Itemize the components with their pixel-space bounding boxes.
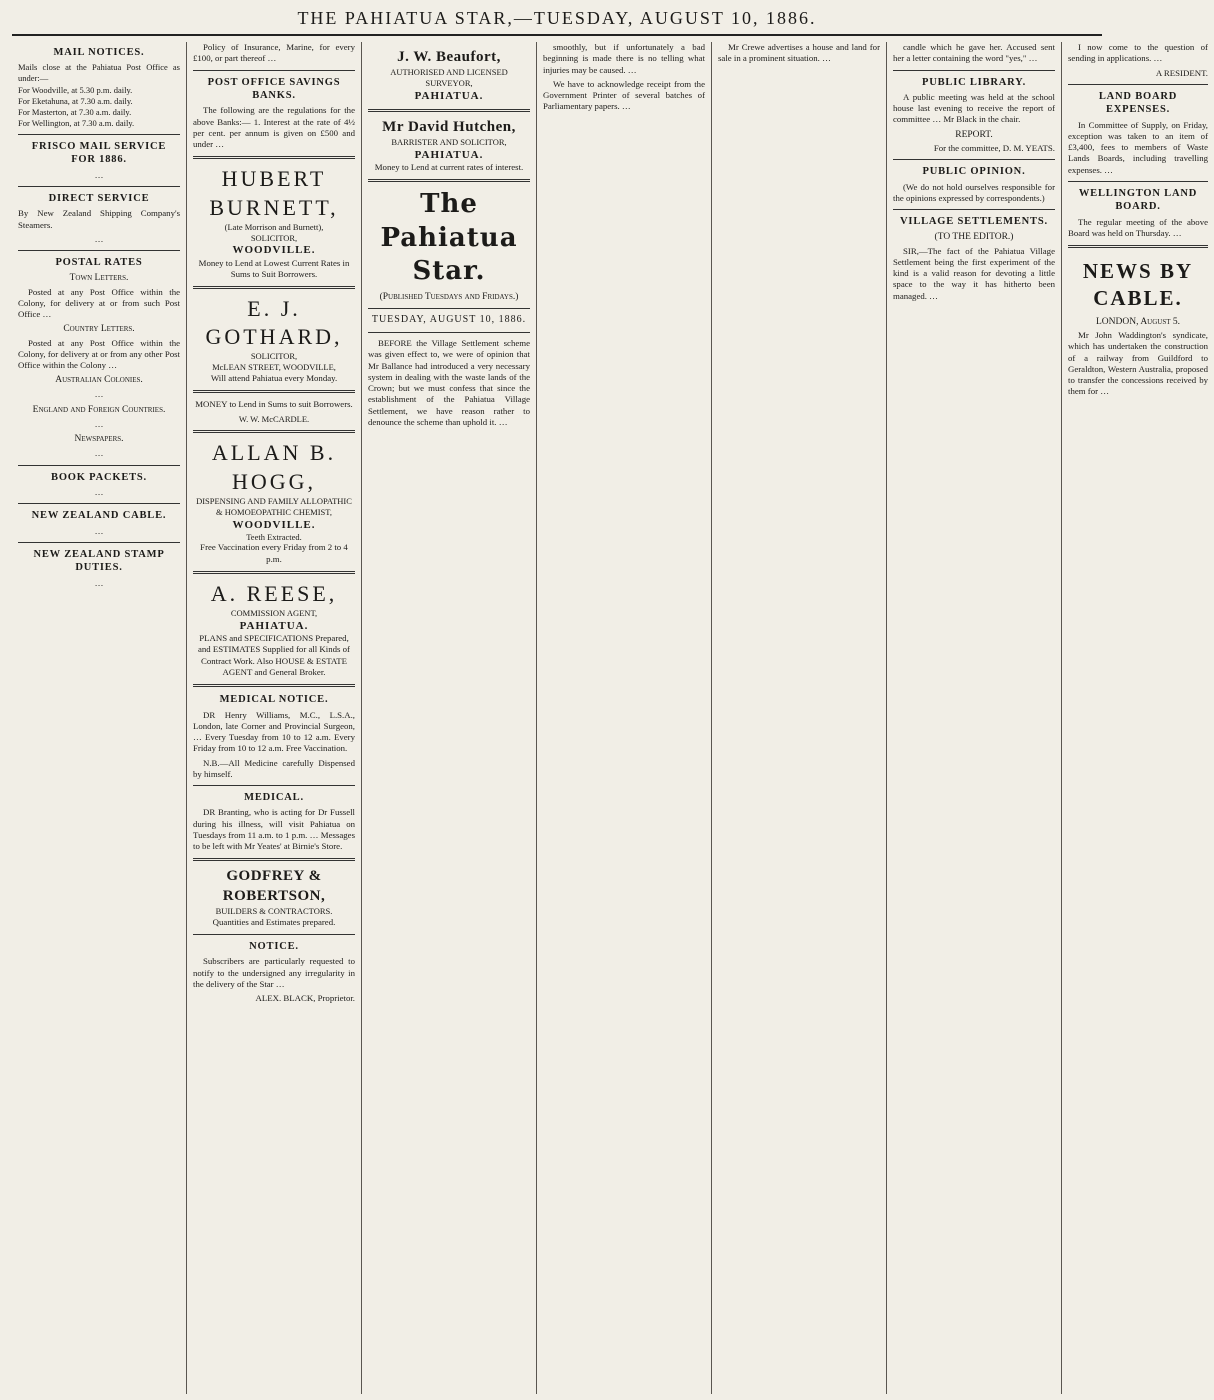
direct-service-line: By New Zealand Shipping Company's Steamers. [18,208,180,230]
hogg-role: DISPENSING AND FAMILY ALLOPATHIC & HOMOEOPATHIC CHEMIST, [196,495,352,517]
leader-text: BEFORE the Village Settlement scheme was given effect to, we were of opinion that Mr Ballance had introduced a very necessary system in dealing with the waste lands of the Crown; but we must confess that since the establishment of the Pahiatua Village Settlement, we have reason rather to denounce the scheme than uphold it. … [368,338,530,427]
gothard-text: Will attend Pahiatua every Monday. [210,373,338,384]
elided-rates: … [94,448,104,459]
gothard-address: McLEAN STREET, WOODVILLE, [212,362,336,373]
medical-text: DR Branting, who is acting for Dr Fussell during his illness, will visit Pahiatua on Tuesdays from 11 a.m. to 1 p.m. … Messages to be left with Mr Yeates' at Birnie's Store. [193,807,355,852]
column-5 [712,42,887,1394]
paper-title: The Pahiatua Star. [380,189,518,286]
divider [18,503,180,504]
medical-notice-nb: N.B.—All Medicine carefully Dispensed by himself. [193,757,355,779]
direct-service-heading: DIRECT SERVICE [48,192,150,204]
australian-colonies-subheading: Australian Colonies. [55,375,143,386]
notice-text: Subscribers are particularly requested to notify to the undersigned any irregularity in the delivery of the Star … [193,956,355,989]
hutchen-name: Mr David Hutchen, [382,119,516,136]
burnett-advert [193,165,355,280]
savings-banks-text: The following are the regulations for the above Banks:— 1. Interest at the rate of 4½ per cent. per annum is given on £500 and under … [193,105,355,150]
hogg-advert [193,439,355,565]
country-letters-text: Posted at any Post Office within the Colony, for delivery at or from any other Post Office within the Colony … [18,337,180,371]
hogg-vaccination: Free Vaccination every Friday from 2 to 4 p.m. [200,542,348,564]
wellington-land-board-heading: WELLINGTON LAND BOARD. [1078,187,1198,213]
reese-role: COMMISSION AGENT, [230,608,318,619]
hogg-name: ALLAN B. HOGG, [211,440,337,494]
divider [193,286,355,289]
stamp-duties-heading: NEW ZEALAND STAMP DUTIES. [33,548,165,574]
gothard-name: E. J. GOTHARD, [205,296,343,350]
column-6 [887,42,1062,1394]
mail-line: For Eketahuna, at 7.30 a.m. daily. [18,95,133,106]
gothard-role: SOLICITOR, [250,351,298,362]
village-settlements-sub: (TO THE EDITOR.) [934,232,1014,243]
divider [18,134,180,135]
divider [1068,84,1208,85]
letter-signature: A RESIDENT. [1155,67,1208,78]
column-4-lead: smoothly, but if unfortunately a bad beginning is made there is no telling what injuries may be caused. … [543,42,705,75]
elided-rates: … [94,389,104,400]
column-5-lead: Mr Crewe advertises a house and land for sale in a prominent situation. … [718,42,880,64]
divider [368,308,530,309]
burnett-name: HUBERT BURNETT, [209,166,339,220]
column-2 [187,42,362,1394]
burnett-text: Money to Lend at Lowest Current Rates in Sums to Suit Borrowers. [198,257,350,279]
hogg-teeth: Teeth Extracted. [246,531,302,542]
columns [12,42,1208,1394]
divider [193,684,355,687]
england-foreign-subheading: England and Foreign Countries. [32,404,166,415]
divider [18,186,180,187]
divider [193,70,355,71]
cable-dateline: LONDON, August 5. [1095,317,1181,327]
beaufort-role: AUTHORISED AND LICENSED SURVEYOR, [390,67,508,89]
elided-sailing-dates: … [94,233,104,244]
leader-dateline: TUESDAY, AUGUST 10, 1886. [371,314,527,326]
beaufort-name: J. W. Beaufort, [397,49,501,65]
mail-notices-heading: MAIL NOTICES. [53,47,145,58]
divider [193,156,355,159]
village-settlements-heading: VILLAGE SETTLEMENTS. [900,216,1048,228]
public-opinion-heading: PUBLIC OPINION. [922,166,1026,178]
land-board-expenses-text: In Committee of Supply, on Friday, exception was taken to an item of £3,400, fees to members of Waste Lands Boards, including travelling expenses. … [1068,119,1208,175]
divider [193,934,355,935]
beaufort-advert [368,48,530,103]
godfrey-role: BUILDERS & CONTRACTORS. [215,905,333,916]
elided-stamp-table: … [94,577,104,588]
elided-frisco-table: … [94,169,104,180]
nz-cable-heading: NEW ZEALAND CABLE. [31,510,167,522]
hogg-town: WOODVILLE. [232,518,316,531]
hutchen-advert [368,118,530,173]
divider [368,179,530,182]
burnett-sub: (Late Morrison and Burnett), [224,221,324,232]
divider [193,858,355,861]
paper-subtitle: (Published Tuesdays and Fridays.) [379,292,519,303]
mail-notices-list [18,62,180,128]
public-opinion-text: (We do not hold ourselves responsible for the opinions expressed by correspondents.) [893,181,1055,203]
savings-banks-heading: POST OFFICE SAVINGS BANKS. [207,76,341,101]
reese-town: PAHIATUA. [239,620,309,632]
mail-line: Mails close at the Pahiatua Post Office as under:— [18,62,180,84]
mail-line: For Woodville, at 5.30 p.m. daily. [18,84,133,95]
column-7-lead: I now come to the question of sending in applications. … [1068,42,1208,64]
medical-notice-heading: MEDICAL NOTICE. [219,694,329,706]
burnett-town: WOODVILLE. [232,244,316,257]
land-board-expenses-heading: LAND BOARD EXPENSES. [1098,90,1178,116]
column-6-lead: candle which he gave her. Accused sent her a letter containing the word "yes," … [893,42,1055,64]
divider [193,785,355,786]
divider [368,332,530,333]
divider [893,70,1055,71]
mccardle-text: MONEY to Lend in Sums to suit Borrowers. [195,399,353,410]
divider [18,542,180,543]
medical-notice-text: DR Henry Williams, M.C., L.S.A., London, late Corner and Provincial Surgeon, … Every Tuesday from 10 to 12 a.m. Every Friday from 10 to 12 a.m. Free Vaccination. [193,709,355,754]
town-letters-subheading: Town Letters. [69,273,129,284]
cable-text: Mr John Waddington's syndicate, which has undertaken the construction of a railway from Guildford to Geraldton, Western Australia, proposed to transfer the concessions received by them for … [1068,330,1208,397]
mail-line: For Wellington, at 7.30 a.m. daily. [18,117,135,128]
village-settlements-text: SIR,—The fact of the Pahiatua Village Settlement being the first experiment of the kind is a valid reason for devoting a little space to the way it has hitherto been managed. … [893,245,1055,301]
hutchen-text: Money to Lend at current rates of interest. [374,162,524,173]
column-1 [12,42,187,1394]
frisco-mail-heading: FRISCO MAIL SERVICE FOR 1886. [31,140,167,166]
gothard-advert [193,295,355,384]
divider [1068,181,1208,182]
divider [193,571,355,574]
elided-rates: … [94,525,104,536]
divider [18,465,180,466]
divider [893,159,1055,160]
mail-line: For Masterton, at 7.30 a.m. daily. [18,106,132,117]
divider [368,109,530,112]
godfrey-name: GODFREY & ROBERTSON, [222,868,326,904]
notice-signature: ALEX. BLACK, Proprietor. [255,993,355,1004]
town-letters-text: Posted at any Post Office within the Colony, for delivery at or from such Post Office … [18,286,180,320]
newspapers-subheading: Newspapers. [74,434,124,445]
hutchen-role: BARRISTER AND SOLICITOR, [391,137,507,148]
report-subheading: REPORT. [955,129,993,140]
divider [193,430,355,433]
masthead-title: THE PAHIATUA STAR,—TUESDAY, AUGUST 10, 1886. [297,8,817,28]
mccardle-advert [193,399,355,424]
mccardle-name: W. W. McCARDLE. [238,413,310,424]
godfrey-text: Quantities and Estimates prepared. [212,916,336,927]
wellington-land-board-text: The regular meeting of the above Board was held on Thursday. … [1068,216,1208,238]
godfrey-advert [193,867,355,928]
column-4 [537,42,712,1394]
burnett-role: SOLICITOR, [250,232,298,243]
masthead [12,8,1102,36]
reese-name: A. REESE, [210,580,338,606]
public-library-heading: PUBLIC LIBRARY. [921,76,1026,88]
elided-rates: … [94,418,104,429]
country-letters-subheading: Country Letters. [63,324,135,335]
book-packets-heading: BOOK PACKETS. [51,471,147,483]
reese-text: PLANS and SPECIFICATIONS Prepared, and ESTIMATES Supplied for all Kinds of Contract Work. Also HOUSE & ESTATE AGENT and General Broker. [198,633,350,677]
ack-paragraph: We have to acknowledge receipt from the Government Printer of several batches of Parliamentary papers. … [543,78,705,112]
divider [193,390,355,393]
divider [1068,245,1208,248]
divider [893,209,1055,210]
elided-rates: … [94,486,104,497]
policy-text: Policy of Insurance, Marine, for every £100, or part thereof … [193,42,355,64]
public-library-text: A public meeting was held at the school house last evening to receive the report of committee … Mr Black in the chair. [893,91,1055,125]
column-7 [1062,42,1214,1394]
reese-advert [193,580,355,678]
divider [18,250,180,251]
hutchen-town: PAHIATUA. [414,149,484,162]
beaufort-town: PAHIATUA. [414,89,484,102]
column-3 [362,42,537,1394]
notice-heading: NOTICE. [249,940,299,952]
report-signature: For the committee, D. M. YEATS. [933,142,1055,153]
medical-heading: MEDICAL. [244,792,304,804]
postal-rates-heading: POSTAL RATES [55,257,143,269]
news-by-cable-heading: NEWS BY CABLE. [1082,259,1194,311]
